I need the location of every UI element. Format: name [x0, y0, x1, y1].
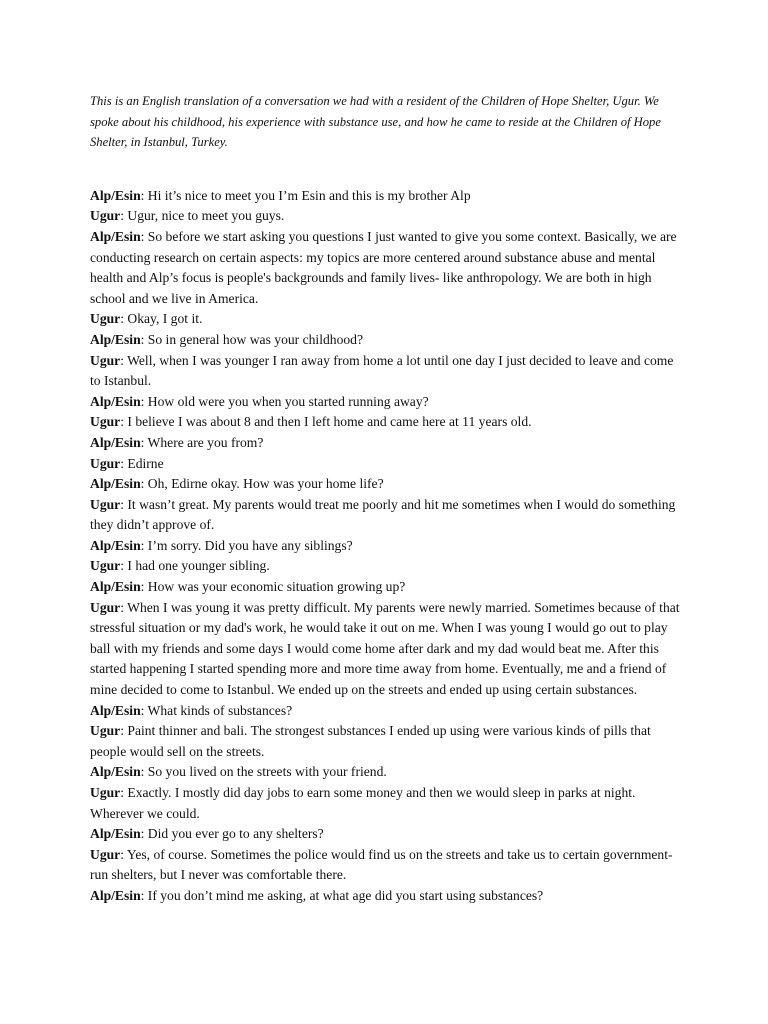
turn-text: : How old were you when you started running away?	[140, 393, 429, 409]
dialogue-turn	[90, 886, 680, 907]
dialogue-turn	[90, 701, 680, 722]
turn-text: : How was your economic situation growing up?	[140, 579, 406, 595]
speaker-name: Ugur	[90, 352, 121, 368]
speaker-name: Ugur	[90, 723, 121, 739]
turn-text: : Yes, of course. Sometimes the police would find us on the streets and take us to certain government-run shelters, but I never was comfortable there.	[90, 846, 673, 883]
turn-text: : Exactly. I mostly did day jobs to earn some money and then we would sleep in parks at night. Wherever we could.	[90, 785, 636, 821]
turn-text: : So before we start asking you questions I just wanted to give you some context. Basically, we are conducting research on certain aspects: my topics are more centered around substance abuse and mental health and Alp’s focus is people's backgrounds and family lives- like anthropology. We are both in high school and we live in America.	[90, 228, 677, 306]
turn-text: : Hi it’s nice to meet you I’m Esin and this is my brother Alp	[140, 187, 471, 203]
turn-text: : So in general how was your childhood?	[140, 331, 363, 347]
speaker-name: Alp/Esin	[90, 476, 141, 492]
speaker-name: Alp/Esin	[90, 887, 141, 903]
turn-text: : Well, when I was younger I ran away from home a lot until one day I just decided to leave and come to Istanbul.	[90, 352, 674, 389]
turn-text: : Oh, Edirne okay. How was your home life?	[140, 476, 384, 492]
dialogue-turn	[90, 433, 680, 454]
dialogue-turn	[90, 186, 680, 207]
speaker-name: Alp/Esin	[90, 537, 141, 553]
turn-text: : What kinds of substances?	[140, 702, 293, 718]
turn-text: : When I was young it was pretty difficult. My parents were newly married. Sometimes because of that stressful situation or my dad's work, he would take it out on me. When I was young I would go out to play ball with my friends and some days I would come home after dark and my dad would beat me. After this started happening I started spending more and more time away from home. Eventually, me and a friend of mine decided to come to Istanbul. We ended up on the streets and ended up using certain substances.	[90, 599, 680, 698]
speaker-name: Alp/Esin	[90, 826, 141, 842]
speaker-name: Ugur	[90, 414, 121, 430]
dialogue-turn	[90, 309, 680, 330]
dialogue-turn	[90, 351, 680, 392]
turn-text: : Where are you from?	[140, 434, 264, 450]
speaker-name: Ugur	[90, 846, 121, 862]
dialogue-turn	[90, 598, 680, 701]
speaker-name: Ugur	[90, 311, 121, 327]
speaker-name: Ugur	[90, 599, 121, 615]
turn-text: : Did you ever go to any shelters?	[140, 826, 324, 842]
dialogue-turn	[90, 577, 680, 598]
dialogue-turn	[90, 845, 680, 886]
dialogue-turn	[90, 536, 680, 557]
speaker-name: Alp/Esin	[90, 579, 141, 595]
speaker-name: Ugur	[90, 455, 121, 471]
speaker-name: Alp/Esin	[90, 702, 141, 718]
turn-text: : I’m sorry. Did you have any siblings?	[140, 537, 353, 553]
turn-text: : Paint thinner and bali. The strongest substances I ended up using were various kinds of pills that people would sell on the streets.	[90, 723, 651, 759]
speaker-name: Alp/Esin	[90, 228, 141, 244]
dialogue-turn	[90, 783, 680, 824]
dialogue-turn	[90, 721, 680, 762]
turn-text: : It wasn’t great. My parents would treat me poorly and hit me sometimes when I would do something they didn’t approve of.	[90, 496, 676, 533]
intro-paragraph: This is an English translation of a conversation we had with a resident of the Children of Hope Shelter, Ugur. We spoke about his childhood, his experience with substance use, and how he came to reside at the Children of Hope Shelter, in Istanbul, Turkey.	[90, 94, 661, 150]
turn-text: : Edirne	[120, 455, 164, 471]
dialogue-turn	[90, 495, 680, 536]
turn-text: : Ugur, nice to meet you guys.	[120, 208, 285, 224]
dialogue-turn	[90, 206, 680, 227]
turn-text: : I believe I was about 8 and then I left home and came here at 11 years old.	[120, 414, 532, 430]
speaker-name: Alp/Esin	[90, 434, 141, 450]
turn-text: : Okay, I got it.	[120, 311, 203, 327]
turn-text: : So you lived on the streets with your friend.	[140, 764, 387, 780]
dialogue-turn	[90, 227, 680, 309]
speaker-name: Ugur	[90, 496, 121, 512]
dialogue-turn	[90, 454, 680, 475]
speaker-name: Alp/Esin	[90, 393, 141, 409]
dialogue-turn	[90, 824, 680, 845]
speaker-name: Ugur	[90, 208, 121, 224]
turn-text: : If you don’t mind me asking, at what age did you start using substances?	[140, 887, 544, 903]
dialogue-transcript	[90, 186, 680, 907]
speaker-name: Ugur	[90, 558, 121, 574]
dialogue-turn	[90, 392, 680, 413]
dialogue-turn	[90, 762, 680, 783]
speaker-name: Alp/Esin	[90, 331, 141, 347]
turn-text: : I had one younger sibling.	[120, 558, 270, 574]
speaker-name: Ugur	[90, 785, 121, 800]
dialogue-turn	[90, 412, 680, 433]
speaker-name: Alp/Esin	[90, 764, 141, 780]
dialogue-turn	[90, 330, 680, 351]
dialogue-turn	[90, 556, 680, 577]
document-page	[90, 91, 680, 907]
dialogue-turn	[90, 474, 680, 495]
speaker-name: Alp/Esin	[90, 187, 141, 203]
